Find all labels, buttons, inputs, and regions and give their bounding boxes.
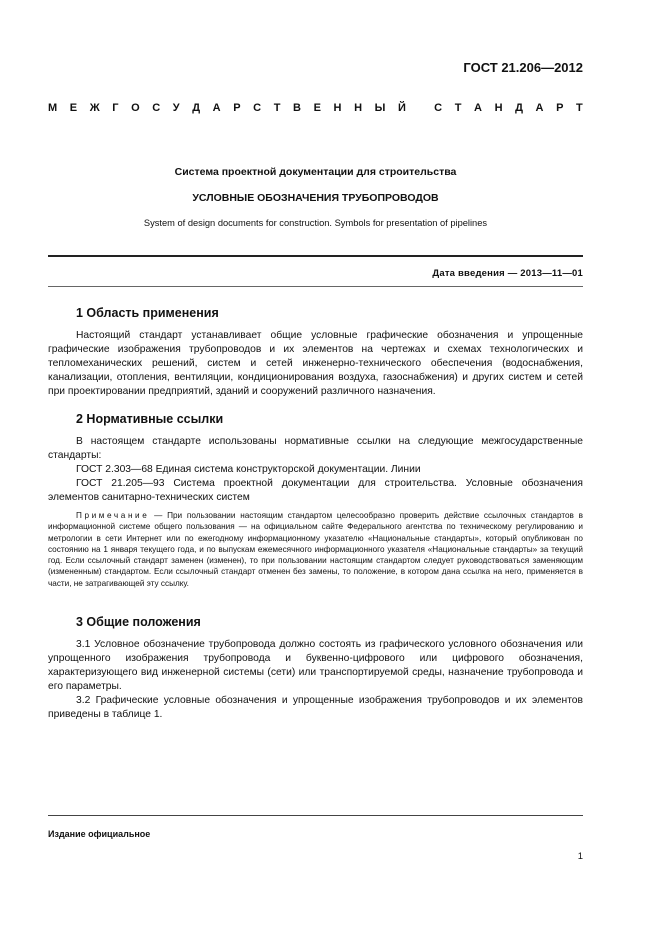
standard-type-letter: Г bbox=[112, 102, 119, 114]
normative-note bbox=[48, 510, 583, 589]
standard-type-letter: Р bbox=[556, 102, 564, 114]
reference-gost-2-303: ГОСТ 2.303—68 Единая система конструкторской документации. Линии bbox=[76, 464, 421, 475]
section-1-heading: 1 Область применения bbox=[76, 306, 219, 320]
standard-type-heading bbox=[48, 102, 583, 114]
section-2-heading: 2 Нормативные ссылки bbox=[76, 412, 224, 426]
standard-type-letter: Т bbox=[273, 102, 281, 114]
standard-type-letter: Н bbox=[354, 102, 363, 114]
standard-type-letter: Д bbox=[515, 102, 523, 114]
note-lead: Примечание bbox=[76, 511, 150, 520]
date-divider bbox=[48, 286, 583, 287]
standard-type-letter: М bbox=[48, 102, 58, 114]
footer-divider bbox=[48, 815, 583, 816]
standard-type-letter: Р bbox=[233, 102, 241, 114]
standard-type-letter: А bbox=[212, 102, 221, 114]
standard-type-letter: Й bbox=[397, 102, 406, 114]
note-text: — При пользовании настоящим стандартом целесообразно проверить действие ссылочных стандартов в информационной системе общего пользования — на официальном сайте Федерального агентства по техническому регулированию и метрологии в сети Интернет или по ежегодному информационному указателю «Национальные стандарты», который опубликован по состоянию на 1 января текущего года, и по выпускам ежемесячного информационного указателя «Национальные стандарты» за текущий год. Если ссылочный стандарт заменен (изменен), то при пользовании настоящим стандартом следует руководствоваться заменяющим (измененным) стандартом. Если ссылочный стандарт отменен без замены, то положение, в котором дана ссылка на него, применяется в части, не затрагивающей эту ссылку. bbox=[48, 511, 583, 588]
section-3-paragraph-1: 3.1 Условное обозначение трубопровода должно состоять из графического условного обозначения или упрощенного изображения трубопровода и буквенно-цифрового или цифрового обозначения, характеризующего вид инженерной системы (сети) или транспортируемой среды, назначение трубопровода и его параметры. bbox=[48, 639, 583, 692]
standard-type-letter: Н bbox=[333, 102, 342, 114]
standard-type-letter: Ы bbox=[374, 102, 386, 114]
standard-type-letter: Н bbox=[494, 102, 503, 114]
standard-type-letter: С bbox=[434, 102, 443, 114]
standard-type-letter: Д bbox=[192, 102, 201, 114]
introduction-date: Дата введения — 2013—11—01 bbox=[432, 268, 583, 279]
standard-type-letter: Е bbox=[313, 102, 321, 114]
section-2-intro: В настоящем стандарте использованы нормативные ссылки на следующие межгосударственные стандарты: bbox=[48, 436, 583, 461]
standard-type-letter: Т bbox=[454, 102, 462, 114]
standard-type-letter: А bbox=[535, 102, 544, 114]
standard-type-letter: В bbox=[293, 102, 301, 114]
document-number: ГОСТ 21.206—2012 bbox=[463, 60, 583, 75]
standard-type-letter: Е bbox=[69, 102, 78, 114]
edition-label: Издание официальное bbox=[48, 829, 151, 839]
standard-type-letter: А bbox=[474, 102, 482, 114]
system-title: Система проектной документации для строительства bbox=[174, 166, 457, 178]
standard-type-letter: У bbox=[172, 102, 180, 114]
section-3-paragraph-2: 3.2 Графические условные обозначения и упрощенные изображения трубопроводов и их элементов приведены в таблице 1. bbox=[48, 695, 583, 720]
reference-gost-21-205: ГОСТ 21.205—93 Система проектной документации для строительства. Условные обозначения элементов санитарно-технических систем bbox=[48, 478, 583, 503]
standard-type-letter: С bbox=[152, 102, 161, 114]
english-title: System of design documents for construction. Symbols for presentation of pipelines bbox=[143, 218, 488, 228]
standard-type-letter bbox=[418, 102, 421, 114]
standard-type-letter: О bbox=[131, 102, 140, 114]
page-number: 1 bbox=[577, 851, 583, 862]
title-divider bbox=[48, 255, 583, 257]
section-1-text: Настоящий стандарт устанавливает общие условные графические обозначения и упрощенные графические изображения трубопроводов и их элементов на чертежах и схемах технологических и тепломеханических решений, систем и сетей инженерно-технического обеспечения (водоснабжения, канализации, отопления, вентиляции, кондиционирования воздуха, газоснабжения) и других систем и сетей при проектировании предприятий, зданий и сооружений различного назначения. bbox=[48, 330, 583, 397]
standard-type-letter: С bbox=[253, 102, 262, 114]
standard-type-letter: Ж bbox=[89, 102, 100, 114]
main-title: УСЛОВНЫЕ ОБОЗНАЧЕНИЯ ТРУБОПРОВОДОВ bbox=[192, 192, 439, 204]
section-3-heading: 3 Общие положения bbox=[76, 615, 201, 629]
standard-type-letter: Т bbox=[576, 102, 583, 114]
